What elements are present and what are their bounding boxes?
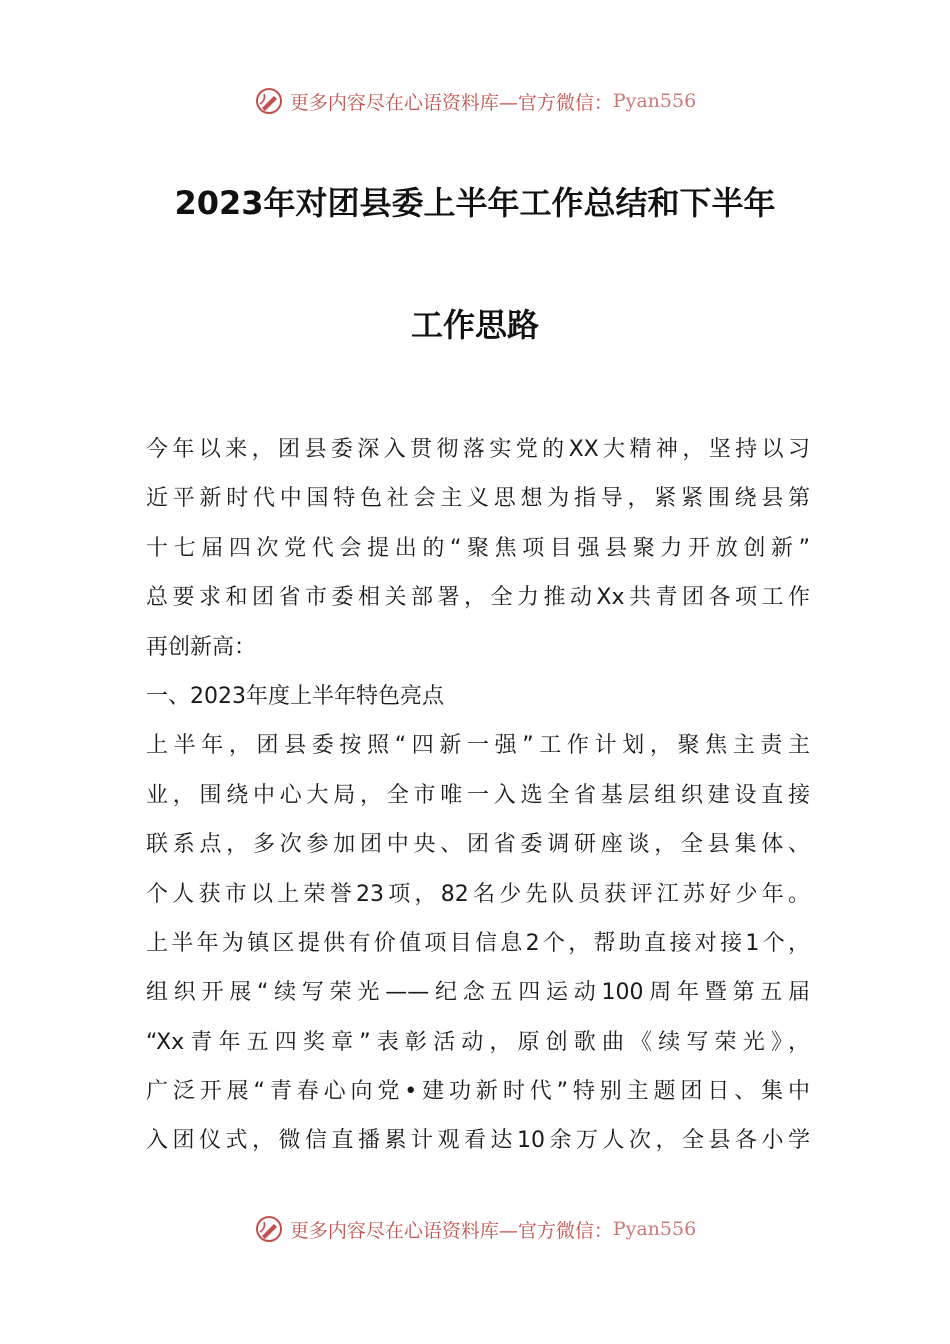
document-title-line-1: 2023年对团县委上半年工作总结和下半年 bbox=[174, 184, 776, 222]
document-title-line-2: 工作思路 bbox=[410, 306, 539, 344]
body-line: 上半年为镇区提供有价值项目信息2个，帮助直接对接1个， bbox=[146, 930, 810, 956]
pen-logo-icon bbox=[254, 1214, 284, 1244]
body-line: 业，围绕中心大局，全市唯一入选全省基层组织建设直接 bbox=[146, 782, 810, 808]
watermark-text: 更多内容尽在心语资料库—官方微信： bbox=[289, 1219, 613, 1242]
body-line: 上半年，团县委按照“四新一强”工作计划，聚焦主责主 bbox=[146, 733, 810, 759]
body-line: 个人获市以上荣誉23项，82名少先队员获评江苏好少年。 bbox=[146, 881, 810, 907]
watermark-text: 更多内容尽在心语资料库—官方微信： bbox=[289, 91, 613, 114]
body-line: 十七届四次党代会提出的“聚焦项目强县聚力开放创新” bbox=[146, 535, 810, 561]
watermark-header bbox=[0, 86, 950, 116]
watermark-footer bbox=[0, 1214, 950, 1244]
body-line: 广泛开展“青春心向党•建功新时代”特别主题团日、集中 bbox=[146, 1079, 810, 1105]
body-line: 总要求和团省市委相关部署，全力推动Xx共青团各项工作 bbox=[146, 585, 810, 611]
pen-logo-icon bbox=[254, 86, 284, 116]
body-line: 再创新高： bbox=[146, 634, 257, 660]
watermark-wechat-id: Pyan556 bbox=[612, 90, 697, 112]
section-heading: 一、2023年度上半年特色亮点 bbox=[146, 683, 444, 709]
body-line: 入团仪式，微信直播累计观看达10余万人次，全县各小学 bbox=[146, 1128, 810, 1154]
body-line: 今年以来，团县委深入贯彻落实党的XX大精神，坚持以习 bbox=[146, 437, 810, 462]
body-line: 组织开展“续写荣光——纪念五四运动100周年暨第五届 bbox=[146, 980, 810, 1006]
body-line: 近平新时代中国特色社会主义思想为指导，紧紧围绕县第 bbox=[146, 486, 810, 512]
document-body bbox=[146, 425, 810, 1166]
body-line: 联系点，多次参加团中央、团省委调研座谈，全县集体、 bbox=[146, 832, 810, 858]
body-line: “Xx青年五四奖章”表彰活动，原创歌曲《续写荣光》， bbox=[146, 1029, 810, 1055]
watermark-wechat-id: Pyan556 bbox=[612, 1218, 697, 1240]
